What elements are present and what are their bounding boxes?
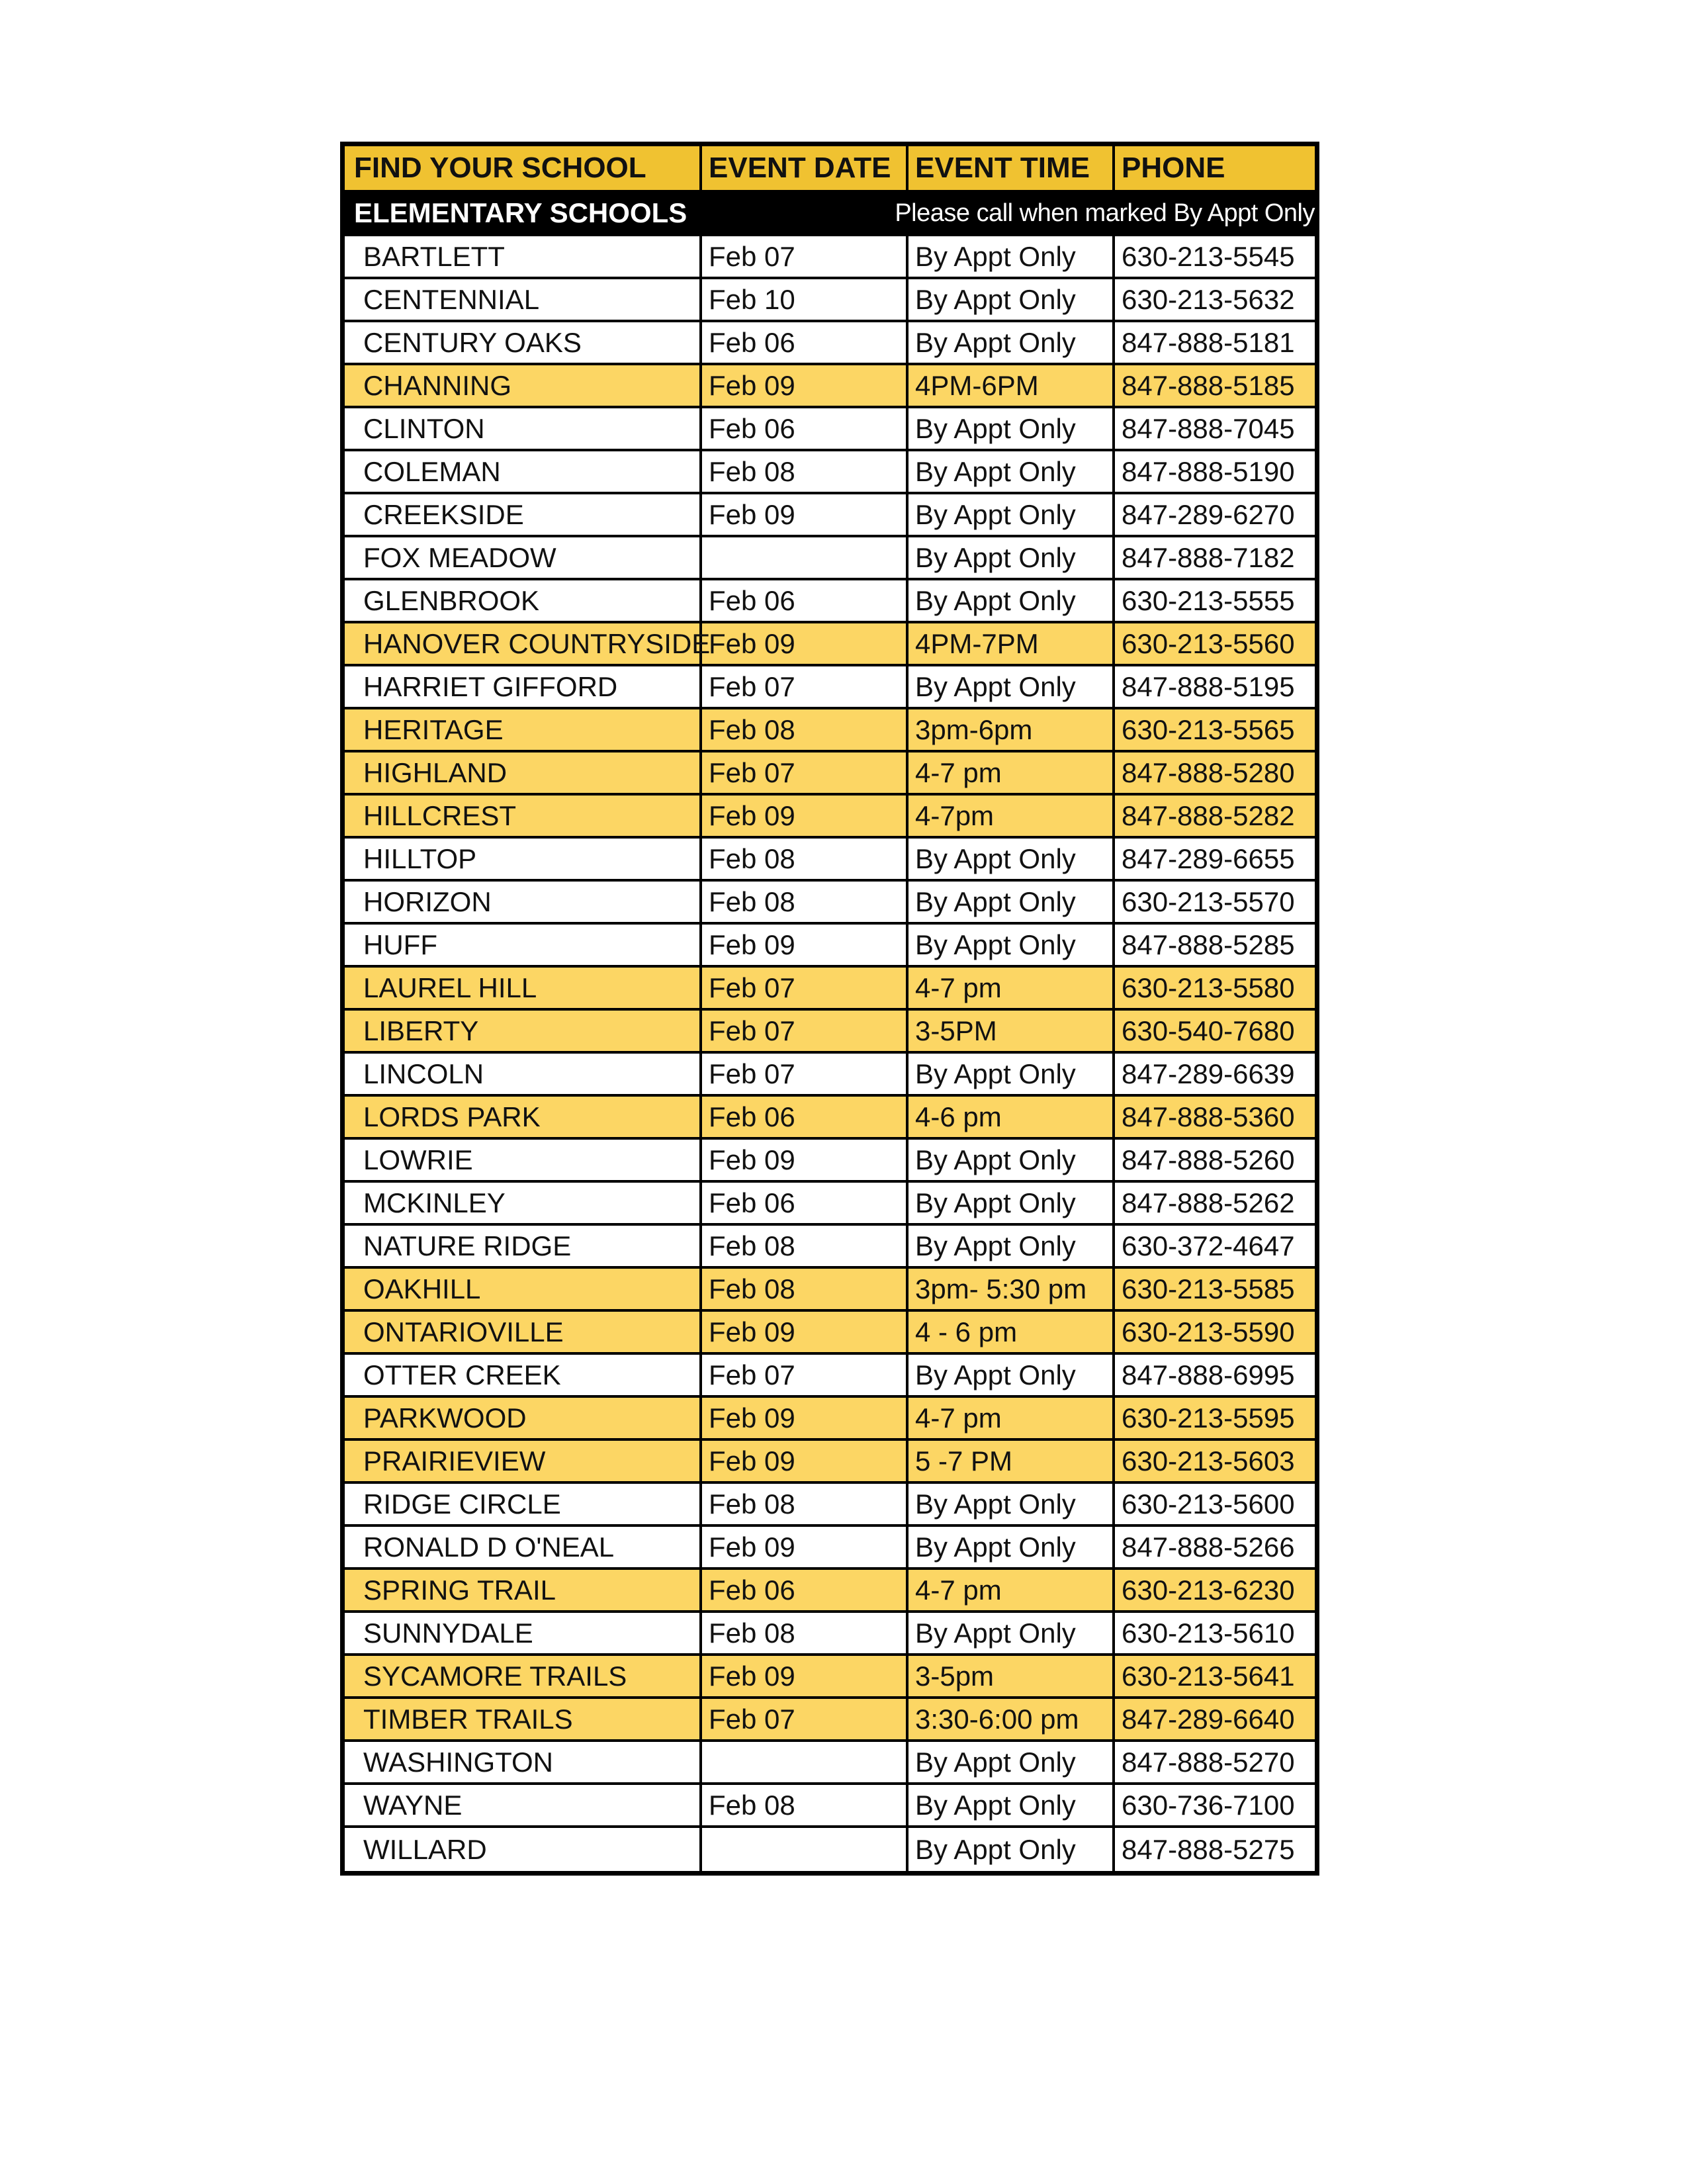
table-row bbox=[345, 279, 1315, 322]
table-row bbox=[345, 1054, 1315, 1097]
cell-event-date: Feb 06 bbox=[702, 408, 908, 449]
table-row bbox=[345, 1828, 1315, 1871]
cell-event-time: By Appt Only bbox=[908, 322, 1115, 363]
cell-event-time: 4-7 pm bbox=[908, 1570, 1115, 1610]
cell-event-time: By Appt Only bbox=[908, 236, 1115, 277]
cell-event-date: Feb 06 bbox=[702, 1097, 908, 1137]
cell-phone: 847-888-5181 bbox=[1122, 326, 1295, 358]
cell-event-date: Feb 08 bbox=[702, 1484, 908, 1524]
table-row bbox=[345, 1312, 1315, 1355]
header-event-time: EVENT TIME bbox=[908, 146, 1115, 190]
cell-phone: 630-213-5565 bbox=[1122, 713, 1295, 745]
cell-school: BARTLETT bbox=[345, 236, 702, 277]
cell-event-time: By Appt Only bbox=[908, 580, 1115, 621]
cell-phone: 847-888-5270 bbox=[1122, 1746, 1295, 1778]
table-row bbox=[345, 1183, 1315, 1226]
cell-event-date: Feb 06 bbox=[702, 580, 908, 621]
cell-event-time: 4 - 6 pm bbox=[908, 1312, 1115, 1352]
cell-event-date: Feb 08 bbox=[702, 451, 908, 492]
cell-phone: 630-540-7680 bbox=[1122, 1015, 1295, 1046]
table-row bbox=[345, 236, 1315, 279]
table-row bbox=[345, 1527, 1315, 1570]
table-row bbox=[345, 666, 1315, 709]
cell-school: CREEKSIDE bbox=[345, 494, 702, 535]
cell-phone: 847-888-5280 bbox=[1122, 756, 1295, 788]
cell-event-date: Feb 08 bbox=[702, 1613, 908, 1653]
cell-phone: 630-213-5632 bbox=[1122, 283, 1295, 315]
cell-school: NATURE RIDGE bbox=[345, 1226, 702, 1266]
cell-event-date: Feb 07 bbox=[702, 1699, 908, 1739]
cell-event-date: Feb 09 bbox=[702, 1527, 908, 1567]
cell-event-date: Feb 06 bbox=[702, 1183, 908, 1223]
table-row bbox=[345, 1613, 1315, 1656]
section-title: ELEMENTARY SCHOOLS bbox=[354, 197, 687, 228]
cell-event-date: Feb 07 bbox=[702, 1054, 908, 1094]
cell-phone: 630-736-7100 bbox=[1122, 1789, 1295, 1821]
header-event-date: EVENT DATE bbox=[702, 146, 908, 190]
cell-event-date: Feb 09 bbox=[702, 494, 908, 535]
cell-event-date: Feb 07 bbox=[702, 752, 908, 793]
cell-phone: 847-289-6640 bbox=[1122, 1703, 1295, 1735]
cell-phone: 630-213-5580 bbox=[1122, 972, 1295, 1003]
cell-school: CHANNING bbox=[345, 365, 702, 406]
table-row bbox=[345, 494, 1315, 537]
cell-event-time: By Appt Only bbox=[908, 1828, 1115, 1871]
cell-event-time: By Appt Only bbox=[908, 839, 1115, 879]
cell-phone: 630-213-5545 bbox=[1122, 240, 1295, 272]
cell-event-time: By Appt Only bbox=[908, 1613, 1115, 1653]
cell-school: LINCOLN bbox=[345, 1054, 702, 1094]
table-row bbox=[345, 1011, 1315, 1054]
table-row bbox=[345, 882, 1315, 925]
cell-school: COLEMAN bbox=[345, 451, 702, 492]
table-row bbox=[345, 1699, 1315, 1742]
table-row bbox=[345, 968, 1315, 1011]
table-body bbox=[345, 236, 1315, 1871]
table-row bbox=[345, 1269, 1315, 1312]
cell-event-time: By Appt Only bbox=[908, 1226, 1115, 1266]
header-school: FIND YOUR SCHOOL bbox=[345, 146, 702, 190]
cell-phone: 847-888-5285 bbox=[1122, 929, 1295, 960]
cell-school: SYCAMORE TRAILS bbox=[345, 1656, 702, 1696]
table-row bbox=[345, 365, 1315, 408]
table-row bbox=[345, 1570, 1315, 1613]
cell-school: HILLCREST bbox=[345, 796, 702, 836]
table-row bbox=[345, 1398, 1315, 1441]
cell-event-date: Feb 10 bbox=[702, 279, 908, 320]
cell-event-time: By Appt Only bbox=[908, 1484, 1115, 1524]
cell-school: HANOVER COUNTRYSIDE bbox=[345, 623, 702, 664]
cell-school: OAKHILL bbox=[345, 1269, 702, 1309]
cell-event-date: Feb 09 bbox=[702, 1656, 908, 1696]
cell-event-date: Feb 08 bbox=[702, 1226, 908, 1266]
cell-school: CENTENNIAL bbox=[345, 279, 702, 320]
cell-school: WAYNE bbox=[345, 1785, 702, 1825]
cell-event-time: 3-5PM bbox=[908, 1011, 1115, 1051]
cell-event-time: 3-5pm bbox=[908, 1656, 1115, 1696]
cell-school: MCKINLEY bbox=[345, 1183, 702, 1223]
cell-school: TIMBER TRAILS bbox=[345, 1699, 702, 1739]
cell-phone: 630-213-5585 bbox=[1122, 1273, 1295, 1304]
cell-event-date: Feb 06 bbox=[702, 322, 908, 363]
cell-event-date: Feb 08 bbox=[702, 709, 908, 750]
cell-event-date bbox=[702, 1828, 908, 1871]
cell-school: CENTURY OAKS bbox=[345, 322, 702, 363]
cell-school: PRAIRIEVIEW bbox=[345, 1441, 702, 1481]
table-row bbox=[345, 796, 1315, 839]
cell-school: LORDS PARK bbox=[345, 1097, 702, 1137]
cell-school: PARKWOOD bbox=[345, 1398, 702, 1438]
section-row bbox=[345, 193, 1315, 236]
cell-event-time: By Appt Only bbox=[908, 1742, 1115, 1782]
cell-event-date: Feb 09 bbox=[702, 796, 908, 836]
cell-event-time: By Appt Only bbox=[908, 1054, 1115, 1094]
cell-event-time: 4-7 pm bbox=[908, 1398, 1115, 1438]
cell-event-time: By Appt Only bbox=[908, 1527, 1115, 1567]
cell-event-time: By Appt Only bbox=[908, 537, 1115, 578]
table-row bbox=[345, 623, 1315, 666]
cell-event-date: Feb 09 bbox=[702, 365, 908, 406]
table-row bbox=[345, 1656, 1315, 1699]
cell-phone: 847-888-5360 bbox=[1122, 1101, 1295, 1132]
cell-event-date: Feb 07 bbox=[702, 236, 908, 277]
cell-phone: 630-213-5603 bbox=[1122, 1445, 1295, 1477]
cell-school: SPRING TRAIL bbox=[345, 1570, 702, 1610]
cell-event-time: By Appt Only bbox=[908, 1785, 1115, 1825]
cell-event-date: Feb 07 bbox=[702, 1355, 908, 1395]
cell-event-date: Feb 06 bbox=[702, 1570, 908, 1610]
cell-event-date: Feb 08 bbox=[702, 839, 908, 879]
cell-event-date: Feb 08 bbox=[702, 1785, 908, 1825]
table-row bbox=[345, 925, 1315, 968]
school-events-table bbox=[340, 142, 1319, 1876]
cell-school: WILLARD bbox=[345, 1828, 702, 1871]
table-row bbox=[345, 1742, 1315, 1785]
cell-school: CLINTON bbox=[345, 408, 702, 449]
cell-phone: 847-888-7045 bbox=[1122, 412, 1295, 444]
cell-phone: 847-289-6655 bbox=[1122, 842, 1295, 874]
cell-school: FOX MEADOW bbox=[345, 537, 702, 578]
cell-event-time: By Appt Only bbox=[908, 925, 1115, 965]
cell-phone: 847-888-5195 bbox=[1122, 670, 1295, 702]
cell-event-date: Feb 09 bbox=[702, 925, 908, 965]
section-note: Please call when marked By Appt Only bbox=[895, 199, 1315, 227]
cell-phone: 847-888-5262 bbox=[1122, 1187, 1295, 1218]
cell-event-date: Feb 07 bbox=[702, 666, 908, 707]
cell-school: GLENBROOK bbox=[345, 580, 702, 621]
cell-event-date bbox=[702, 1742, 908, 1782]
cell-phone: 630-213-5560 bbox=[1122, 627, 1295, 659]
cell-event-time: By Appt Only bbox=[908, 494, 1115, 535]
cell-event-time: By Appt Only bbox=[908, 408, 1115, 449]
cell-phone: 847-888-5190 bbox=[1122, 455, 1295, 487]
table-row bbox=[345, 752, 1315, 796]
cell-phone: 847-888-7182 bbox=[1122, 541, 1295, 573]
cell-phone: 630-213-5600 bbox=[1122, 1488, 1295, 1520]
cell-phone: 847-289-6639 bbox=[1122, 1058, 1295, 1089]
table-row bbox=[345, 451, 1315, 494]
cell-school: LOWRIE bbox=[345, 1140, 702, 1180]
cell-event-time: By Appt Only bbox=[908, 666, 1115, 707]
cell-event-date: Feb 08 bbox=[702, 882, 908, 922]
table-row bbox=[345, 1484, 1315, 1527]
cell-phone: 630-213-5641 bbox=[1122, 1660, 1295, 1692]
cell-phone: 847-888-5260 bbox=[1122, 1144, 1295, 1175]
cell-phone: 630-213-5595 bbox=[1122, 1402, 1295, 1433]
cell-event-time: 4PM-6PM bbox=[908, 365, 1115, 406]
cell-school: ONTARIOVILLE bbox=[345, 1312, 702, 1352]
cell-phone: 847-289-6270 bbox=[1122, 498, 1295, 530]
cell-event-time: 4-7pm bbox=[908, 796, 1115, 836]
cell-phone: 847-888-5282 bbox=[1122, 799, 1295, 831]
table-row bbox=[345, 580, 1315, 623]
cell-event-time: By Appt Only bbox=[908, 451, 1115, 492]
table-row bbox=[345, 1785, 1315, 1828]
cell-phone: 847-888-6995 bbox=[1122, 1359, 1295, 1390]
cell-school: LAUREL HILL bbox=[345, 968, 702, 1008]
table-row bbox=[345, 1140, 1315, 1183]
cell-event-time: 3pm-6pm bbox=[908, 709, 1115, 750]
cell-school: OTTER CREEK bbox=[345, 1355, 702, 1395]
cell-phone: 847-888-5266 bbox=[1122, 1531, 1295, 1563]
cell-event-date: Feb 07 bbox=[702, 1011, 908, 1051]
cell-phone: 630-213-5590 bbox=[1122, 1316, 1295, 1347]
cell-event-date: Feb 09 bbox=[702, 1140, 908, 1180]
cell-phone: 630-213-5610 bbox=[1122, 1617, 1295, 1649]
cell-event-time: By Appt Only bbox=[908, 1140, 1115, 1180]
table-row bbox=[345, 408, 1315, 451]
cell-event-time: 3:30-6:00 pm bbox=[908, 1699, 1115, 1739]
cell-phone: 847-888-5275 bbox=[1122, 1833, 1295, 1865]
table-row bbox=[345, 1097, 1315, 1140]
cell-event-date: Feb 07 bbox=[702, 968, 908, 1008]
cell-event-date: Feb 09 bbox=[702, 1312, 908, 1352]
cell-event-time: 4-6 pm bbox=[908, 1097, 1115, 1137]
table-row bbox=[345, 1355, 1315, 1398]
table-row bbox=[345, 322, 1315, 365]
cell-event-time: 4-7 pm bbox=[908, 752, 1115, 793]
cell-school: RIDGE CIRCLE bbox=[345, 1484, 702, 1524]
cell-phone: 630-213-5570 bbox=[1122, 886, 1295, 917]
cell-phone: 630-372-4647 bbox=[1122, 1230, 1295, 1261]
table-row bbox=[345, 1226, 1315, 1269]
cell-event-time: 5 -7 PM bbox=[908, 1441, 1115, 1481]
cell-school: HORIZON bbox=[345, 882, 702, 922]
table-row bbox=[345, 839, 1315, 882]
cell-school: RONALD D O'NEAL bbox=[345, 1527, 702, 1567]
cell-event-time: By Appt Only bbox=[908, 1183, 1115, 1223]
cell-school: SUNNYDALE bbox=[345, 1613, 702, 1653]
cell-school: LIBERTY bbox=[345, 1011, 702, 1051]
table-row bbox=[345, 1441, 1315, 1484]
cell-school: HERITAGE bbox=[345, 709, 702, 750]
table-row bbox=[345, 537, 1315, 580]
cell-event-time: By Appt Only bbox=[908, 279, 1115, 320]
cell-school: HIGHLAND bbox=[345, 752, 702, 793]
cell-event-date: Feb 09 bbox=[702, 623, 908, 664]
table-row bbox=[345, 709, 1315, 752]
cell-event-time: By Appt Only bbox=[908, 1355, 1115, 1395]
cell-phone: 847-888-5185 bbox=[1122, 369, 1295, 401]
cell-school: HARRIET GIFFORD bbox=[345, 666, 702, 707]
cell-event-time: 4-7 pm bbox=[908, 968, 1115, 1008]
cell-event-time: 3pm- 5:30 pm bbox=[908, 1269, 1115, 1309]
table-header-row bbox=[345, 146, 1315, 193]
header-phone: PHONE bbox=[1122, 152, 1225, 184]
cell-event-date: Feb 09 bbox=[702, 1441, 908, 1481]
cell-phone: 630-213-5555 bbox=[1122, 584, 1295, 616]
cell-school: WASHINGTON bbox=[345, 1742, 702, 1782]
cell-school: HILLTOP bbox=[345, 839, 702, 879]
cell-event-time: By Appt Only bbox=[908, 882, 1115, 922]
cell-phone: 630-213-6230 bbox=[1122, 1574, 1295, 1606]
cell-event-date: Feb 08 bbox=[702, 1269, 908, 1309]
cell-event-time: 4PM-7PM bbox=[908, 623, 1115, 664]
cell-event-date bbox=[702, 537, 908, 578]
cell-event-date: Feb 09 bbox=[702, 1398, 908, 1438]
cell-school: HUFF bbox=[345, 925, 702, 965]
